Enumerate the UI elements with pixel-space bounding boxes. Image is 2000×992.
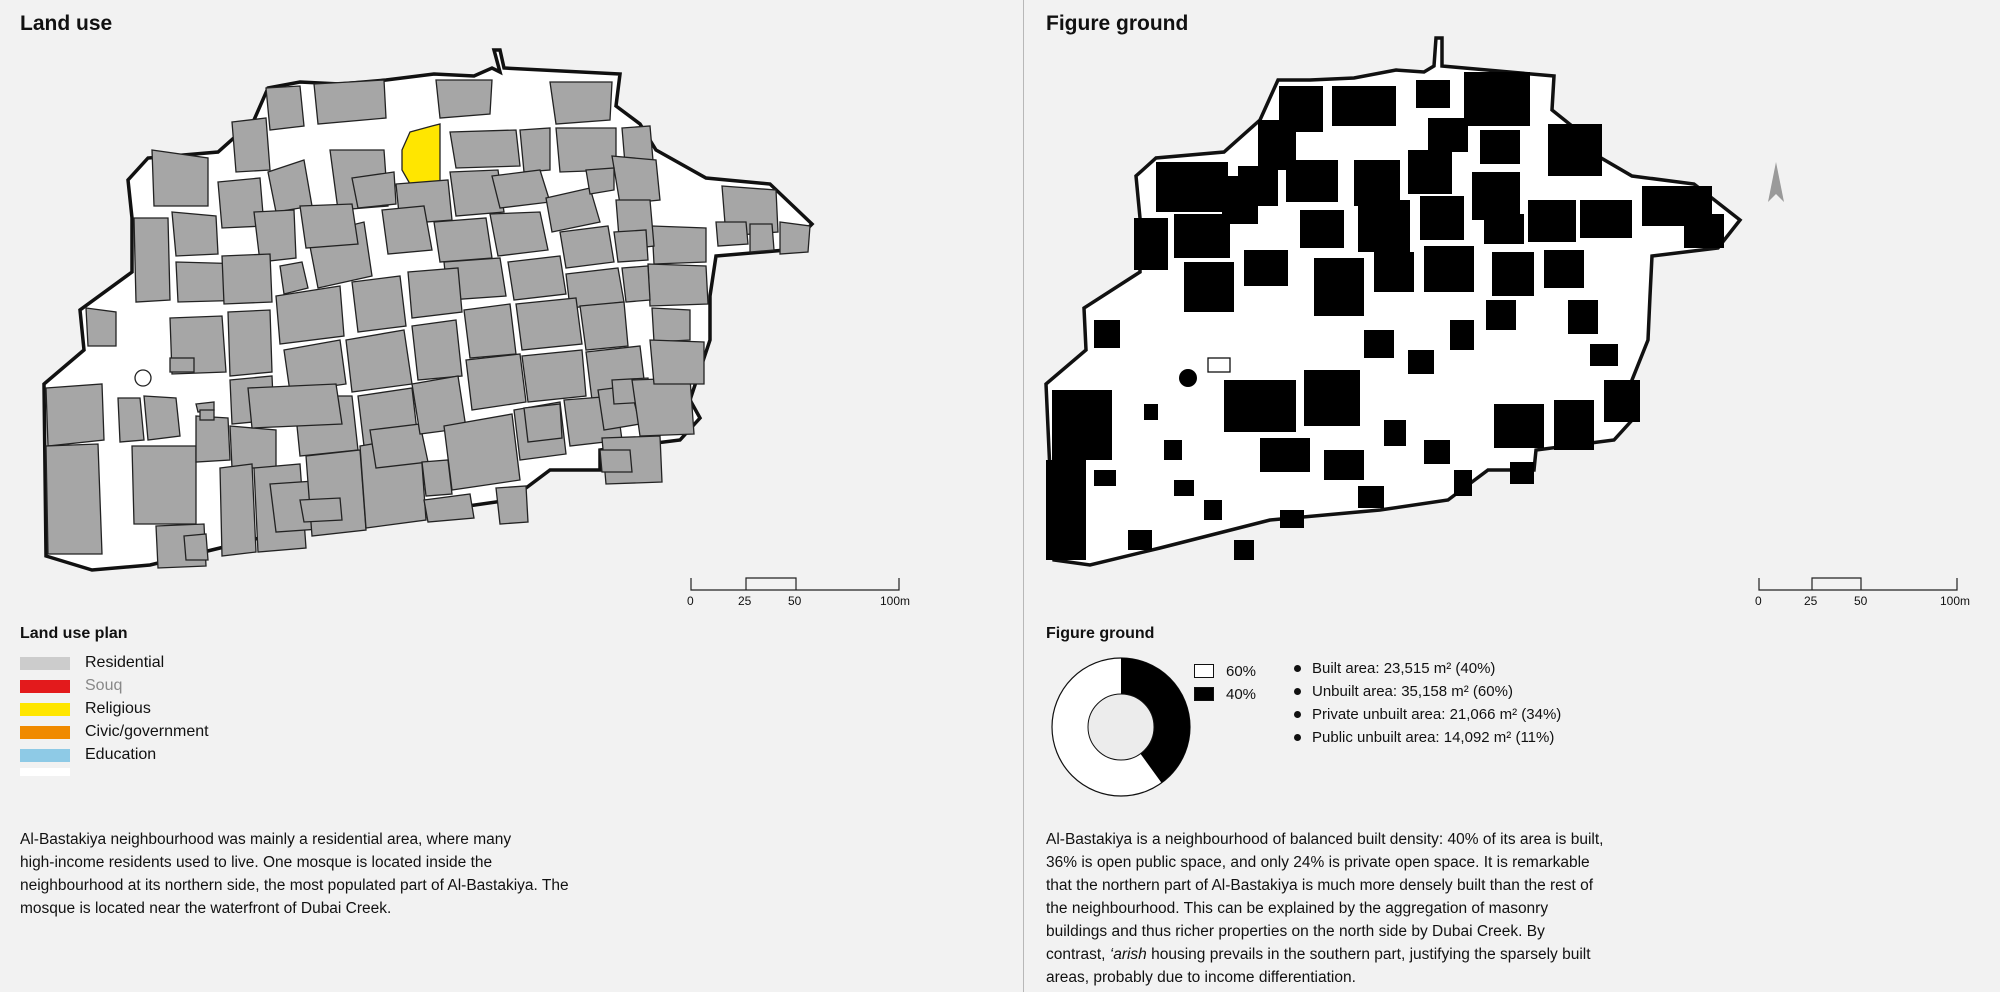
building bbox=[1046, 460, 1086, 560]
building bbox=[1408, 350, 1434, 374]
stat-unbuilt bbox=[1294, 681, 1513, 701]
block bbox=[524, 404, 562, 442]
building bbox=[1416, 80, 1450, 108]
legend-label-education: Education bbox=[85, 746, 157, 763]
block bbox=[650, 340, 704, 384]
key-label-40: 40% bbox=[1226, 685, 1257, 703]
building bbox=[1374, 252, 1414, 292]
building bbox=[1684, 214, 1724, 248]
building bbox=[1244, 250, 1288, 286]
block bbox=[196, 416, 230, 462]
block bbox=[750, 224, 774, 252]
stat-public-text: Public unbuilt area: 14,092 m² (11%) bbox=[1312, 728, 1555, 746]
scale-label-25: 25 bbox=[738, 594, 752, 608]
block bbox=[600, 450, 632, 472]
building bbox=[1128, 530, 1152, 550]
block bbox=[466, 354, 526, 410]
key-swatch-white bbox=[1194, 664, 1214, 678]
north-arrow-icon bbox=[1768, 162, 1784, 202]
stat-private-text: Private unbuilt area: 21,066 m² (34%) bbox=[1312, 705, 1562, 723]
block bbox=[266, 86, 304, 130]
building bbox=[1094, 320, 1120, 348]
stat-built bbox=[1294, 658, 1495, 678]
block bbox=[716, 222, 748, 246]
building bbox=[1554, 400, 1594, 450]
fg-text-line: 36% is open public space, and only 24% is private open space. It is remarkable bbox=[1046, 854, 1590, 871]
block bbox=[508, 256, 566, 300]
land-use-map bbox=[0, 0, 1023, 600]
building bbox=[1486, 300, 1516, 330]
block bbox=[556, 128, 616, 172]
building bbox=[1580, 200, 1632, 238]
scale-bar-graphic bbox=[690, 576, 900, 594]
stat-public bbox=[1294, 727, 1554, 747]
legend-swatch-civic bbox=[20, 726, 70, 739]
legend-item-residential bbox=[20, 653, 164, 673]
fg-text-line: the neighbourhood. This can be explained by the aggregation of masonry bbox=[1046, 900, 1549, 917]
building bbox=[1454, 470, 1472, 496]
block bbox=[444, 414, 520, 490]
land-use-text-line: neighbourhood at its northern side, the most populated part of Al-Bastakiya. The bbox=[20, 877, 569, 894]
building bbox=[1548, 124, 1602, 176]
block bbox=[134, 218, 170, 302]
building bbox=[1492, 252, 1534, 296]
figure-ground-title: Figure ground bbox=[1046, 12, 1189, 35]
building bbox=[1358, 200, 1410, 252]
building bbox=[1590, 344, 1618, 366]
building bbox=[1408, 150, 1452, 194]
legend-swatch-religious bbox=[20, 703, 70, 716]
building bbox=[1144, 404, 1158, 420]
block bbox=[522, 350, 586, 402]
building bbox=[1568, 300, 1598, 334]
bullet-icon bbox=[1294, 711, 1301, 718]
building bbox=[1184, 262, 1234, 312]
legend-swatch-education bbox=[20, 749, 70, 762]
building bbox=[1450, 320, 1474, 350]
building bbox=[1286, 160, 1338, 202]
building bbox=[1174, 214, 1230, 258]
block bbox=[412, 320, 462, 380]
building bbox=[1280, 510, 1304, 528]
building bbox=[1094, 470, 1116, 486]
building bbox=[1480, 130, 1520, 164]
built-density-donut bbox=[1046, 652, 1196, 802]
key-built bbox=[1194, 684, 1256, 704]
block bbox=[560, 226, 614, 268]
figure-ground-description bbox=[1046, 828, 1686, 989]
stat-built-text: Built area: 23,515 m² (40%) bbox=[1312, 659, 1496, 677]
bullet-icon bbox=[1294, 734, 1301, 741]
building bbox=[1494, 404, 1544, 448]
block bbox=[232, 118, 270, 172]
block bbox=[464, 304, 516, 358]
block bbox=[632, 378, 694, 436]
building bbox=[1472, 172, 1520, 220]
building bbox=[1164, 440, 1182, 460]
legend-item-civic bbox=[20, 722, 209, 742]
scale-label-50: 50 bbox=[788, 594, 802, 608]
block bbox=[352, 276, 406, 332]
block bbox=[172, 212, 218, 256]
scale-label-100m: 100m bbox=[880, 594, 911, 608]
building bbox=[1424, 246, 1474, 292]
block bbox=[222, 254, 272, 304]
bullet-icon bbox=[1294, 688, 1301, 695]
block bbox=[300, 498, 342, 522]
legend-item-religious bbox=[20, 699, 151, 719]
block bbox=[118, 398, 144, 442]
building bbox=[1222, 176, 1258, 224]
block bbox=[300, 204, 358, 248]
building bbox=[1208, 358, 1230, 372]
building bbox=[1134, 218, 1168, 270]
building bbox=[1604, 380, 1640, 422]
scale-bar-graphic bbox=[1758, 576, 1958, 594]
building bbox=[1464, 72, 1530, 126]
building bbox=[1204, 500, 1222, 520]
block bbox=[490, 212, 548, 256]
legend-label-civic: Civic/government bbox=[85, 723, 209, 740]
building bbox=[1428, 118, 1468, 152]
landmark-circle bbox=[135, 370, 151, 386]
fg-text-line: buildings and thus richer properties on the north side by Dubai Creek. By bbox=[1046, 923, 1545, 940]
block bbox=[520, 128, 550, 172]
building bbox=[1156, 162, 1228, 212]
block bbox=[436, 80, 492, 118]
building bbox=[1544, 250, 1584, 288]
fg-text-post: housing prevails in the southern part, justifying the sparsely built bbox=[1146, 946, 1591, 963]
key-label-60: 60% bbox=[1226, 662, 1257, 680]
stat-private bbox=[1294, 704, 1561, 724]
block bbox=[612, 156, 660, 204]
building bbox=[1510, 462, 1534, 484]
fg-text-line bbox=[1046, 943, 1686, 966]
figure-ground-map bbox=[1024, 0, 2000, 600]
block bbox=[516, 298, 582, 350]
block bbox=[780, 222, 810, 254]
key-unbuilt bbox=[1194, 661, 1256, 681]
block bbox=[86, 308, 116, 346]
block bbox=[276, 286, 344, 344]
legend-item-souq bbox=[20, 676, 122, 696]
scale-label-50: 50 bbox=[1854, 594, 1868, 608]
block bbox=[220, 464, 256, 556]
block bbox=[184, 534, 208, 560]
building bbox=[1484, 214, 1524, 244]
fg-text-line: Al-Bastakiya is a neighbourhood of balanced built density: 40% of its area is built, bbox=[1046, 831, 1604, 848]
block bbox=[46, 384, 104, 446]
block bbox=[144, 396, 180, 440]
land-use-description bbox=[20, 828, 720, 920]
block bbox=[496, 486, 528, 524]
block bbox=[422, 460, 452, 496]
land-use-text-line: Al-Bastakiya neighbourhood was mainly a residential area, where many bbox=[20, 831, 512, 848]
block bbox=[46, 444, 102, 554]
block bbox=[614, 230, 648, 262]
block bbox=[492, 170, 550, 208]
building bbox=[1528, 200, 1576, 242]
building bbox=[1314, 258, 1364, 316]
legend-item-education bbox=[20, 745, 156, 765]
building bbox=[1354, 160, 1400, 206]
building bbox=[1234, 540, 1254, 560]
block bbox=[450, 130, 520, 168]
legend-label-souq: Souq bbox=[85, 677, 123, 694]
fg-text-line: areas, probably due to income differentiation. bbox=[1046, 969, 1356, 986]
land-use-text-line: mosque is located near the waterfront of Dubai Creek. bbox=[20, 900, 392, 917]
block bbox=[200, 410, 214, 420]
scale-label-100m: 100m bbox=[1940, 594, 1971, 608]
building bbox=[1224, 380, 1296, 432]
block bbox=[228, 310, 272, 376]
legend-swatch-souq bbox=[20, 680, 70, 693]
block bbox=[346, 330, 412, 392]
block bbox=[382, 206, 432, 254]
block bbox=[652, 308, 690, 342]
block bbox=[230, 426, 276, 468]
figure-ground-panel bbox=[1024, 0, 2000, 992]
building bbox=[1304, 370, 1360, 426]
block bbox=[586, 168, 614, 194]
building bbox=[1324, 450, 1364, 480]
building bbox=[1420, 196, 1464, 240]
block bbox=[248, 384, 342, 428]
block bbox=[580, 302, 628, 350]
scale-label-25: 25 bbox=[1804, 594, 1818, 608]
landmark-circle bbox=[1179, 369, 1197, 387]
land-use-title: Land use bbox=[20, 12, 113, 35]
block bbox=[152, 150, 208, 206]
legend-label-religious: Religious bbox=[85, 700, 151, 717]
block bbox=[314, 80, 386, 124]
fg-text-line: that the northern part of Al-Bastakiya is much more densely built than the rest of bbox=[1046, 877, 1594, 894]
legend-label-residential: Residential bbox=[85, 654, 165, 671]
building bbox=[1174, 480, 1194, 496]
scale-label-0: 0 bbox=[1755, 594, 1762, 608]
block bbox=[648, 264, 708, 306]
figure-ground-legend-title: Figure ground bbox=[1046, 625, 1155, 642]
building bbox=[1358, 486, 1384, 508]
land-use-legend-title: Land use plan bbox=[20, 625, 128, 642]
block bbox=[352, 172, 396, 208]
scale-label-0: 0 bbox=[687, 594, 694, 608]
stat-unbuilt-text: Unbuilt area: 35,158 m² (60%) bbox=[1312, 682, 1513, 700]
legend-white-strip bbox=[20, 768, 70, 776]
scale-bar bbox=[1755, 576, 1971, 616]
block bbox=[550, 82, 612, 124]
scale-bar bbox=[687, 576, 911, 616]
building bbox=[1260, 438, 1310, 472]
donut-hole bbox=[1088, 694, 1154, 760]
legend-swatch-residential bbox=[20, 657, 70, 670]
land-use-text-line: high-income residents used to live. One mosque is located inside the bbox=[20, 854, 493, 871]
block bbox=[132, 446, 196, 524]
block bbox=[170, 358, 194, 372]
building bbox=[1300, 210, 1344, 248]
fg-text-pre: contrast, bbox=[1046, 946, 1110, 963]
fg-text-arish: ‘arish bbox=[1109, 946, 1147, 963]
block bbox=[284, 340, 346, 392]
bullet-icon bbox=[1294, 665, 1301, 672]
building bbox=[1332, 86, 1396, 126]
building bbox=[1364, 330, 1394, 358]
key-swatch-black bbox=[1194, 687, 1214, 701]
building bbox=[1052, 390, 1112, 460]
block bbox=[434, 218, 492, 262]
block bbox=[652, 226, 706, 264]
building bbox=[1424, 440, 1450, 464]
block bbox=[306, 450, 366, 536]
block bbox=[408, 268, 462, 318]
block bbox=[622, 266, 650, 302]
building bbox=[1384, 420, 1406, 446]
